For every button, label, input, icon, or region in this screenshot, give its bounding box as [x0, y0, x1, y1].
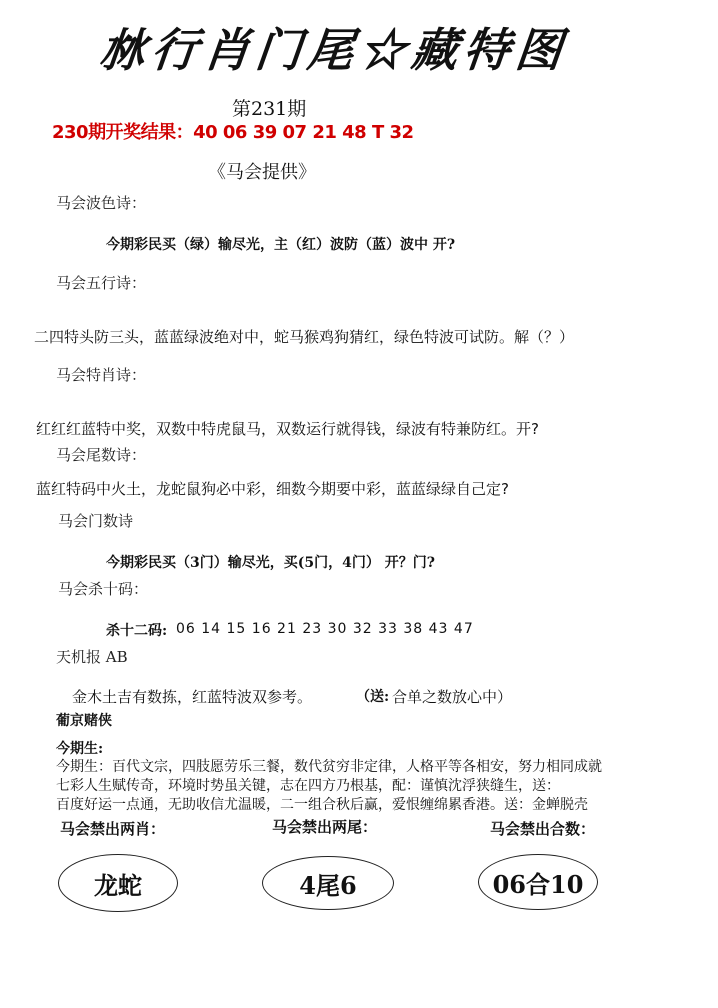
tianji-text: 金木土吉有数拣，红蓝特波双参考。 — [72, 688, 313, 706]
banned-tail-label: 马会禁出两尾： — [272, 818, 378, 836]
kill-twelve-label: 马会杀十码： — [58, 580, 149, 598]
banned-combo-value: 06合10 — [492, 869, 584, 899]
banned-tail-value: 4尾6 — [299, 870, 357, 900]
previous-result: 230期开奖结果：40 06 39 07 21 48 T 32 — [52, 122, 414, 143]
tianji-gift-label: （送: — [356, 689, 390, 705]
banned-zodiac-oval — [58, 854, 178, 912]
banned-combo-oval — [478, 854, 598, 910]
special-zodiac-text: 红红红蓝特中奖，双数中特虎鼠马，双数运行就得钱，绿波有特兼防红。开? — [36, 420, 539, 438]
banned-tail-oval — [262, 856, 394, 910]
this-period-line-3: 百度好运一点通，无助收信尤温暖，二一组合秋后赢，爱恨缠绵累香港。送：金蝉脱壳 — [56, 797, 588, 813]
tail-number-label: 马会尾数诗： — [56, 446, 147, 464]
five-elements-text: 二四特头防三头，蓝蓝绿波绝对中，蛇马猴鸡狗猜红，绿色特波可试防。解（？） — [34, 328, 575, 346]
tail-number-text: 蓝红特码中火土，龙蛇鼠狗必中彩，细数今期要中彩，蓝蓝绿绿自己定? — [36, 480, 509, 498]
banned-zodiac-label: 马会禁出两肖： — [60, 820, 166, 838]
wave-color-text: 今期彩民买（绿）输尽光，主（红）波防（蓝）波中 开? — [106, 237, 456, 253]
this-period-line-1: 今期生：百代文宗，四肢愿劳乐三餐，数代贫穷非定律，人格平等各相安，努力相同成就 — [56, 759, 602, 775]
tianji-label: 天机报 AB — [56, 648, 128, 666]
page-title: 沝行肖门尾☆藏特图 — [96, 23, 571, 77]
door-number-label: 马会门数诗 — [58, 512, 134, 530]
door-number-text: 今期彩民买（3门）输尽光，买(5门，4门） 开？门? — [106, 555, 435, 571]
kill-twelve-prefix: 杀十二码: — [106, 623, 168, 639]
tianji-gift-text: 合单之数放心中） — [392, 688, 513, 706]
five-elements-label: 马会五行诗： — [56, 274, 147, 292]
macau-gambler-label: 葡京赌侠 — [56, 713, 112, 729]
provider-text: 《马会提供》 — [208, 162, 316, 183]
kill-twelve-numbers: 06 14 15 16 21 23 30 32 33 38 43 47 — [176, 621, 474, 637]
wave-color-label: 马会波色诗： — [56, 194, 147, 212]
this-period-line-2: 七彩人生赋传奇，环境时势虽关键，志在四方乃根基，配：谨慎沈浮狭缝生，送： — [56, 778, 560, 794]
special-zodiac-label: 马会特肖诗： — [56, 366, 147, 384]
issue-number: 第231期 — [232, 98, 307, 120]
banned-zodiac-value: 龙蛇 — [94, 870, 142, 900]
banned-combo-label: 马会禁出合数： — [490, 820, 596, 838]
this-period-label: 今期生: — [56, 741, 104, 757]
